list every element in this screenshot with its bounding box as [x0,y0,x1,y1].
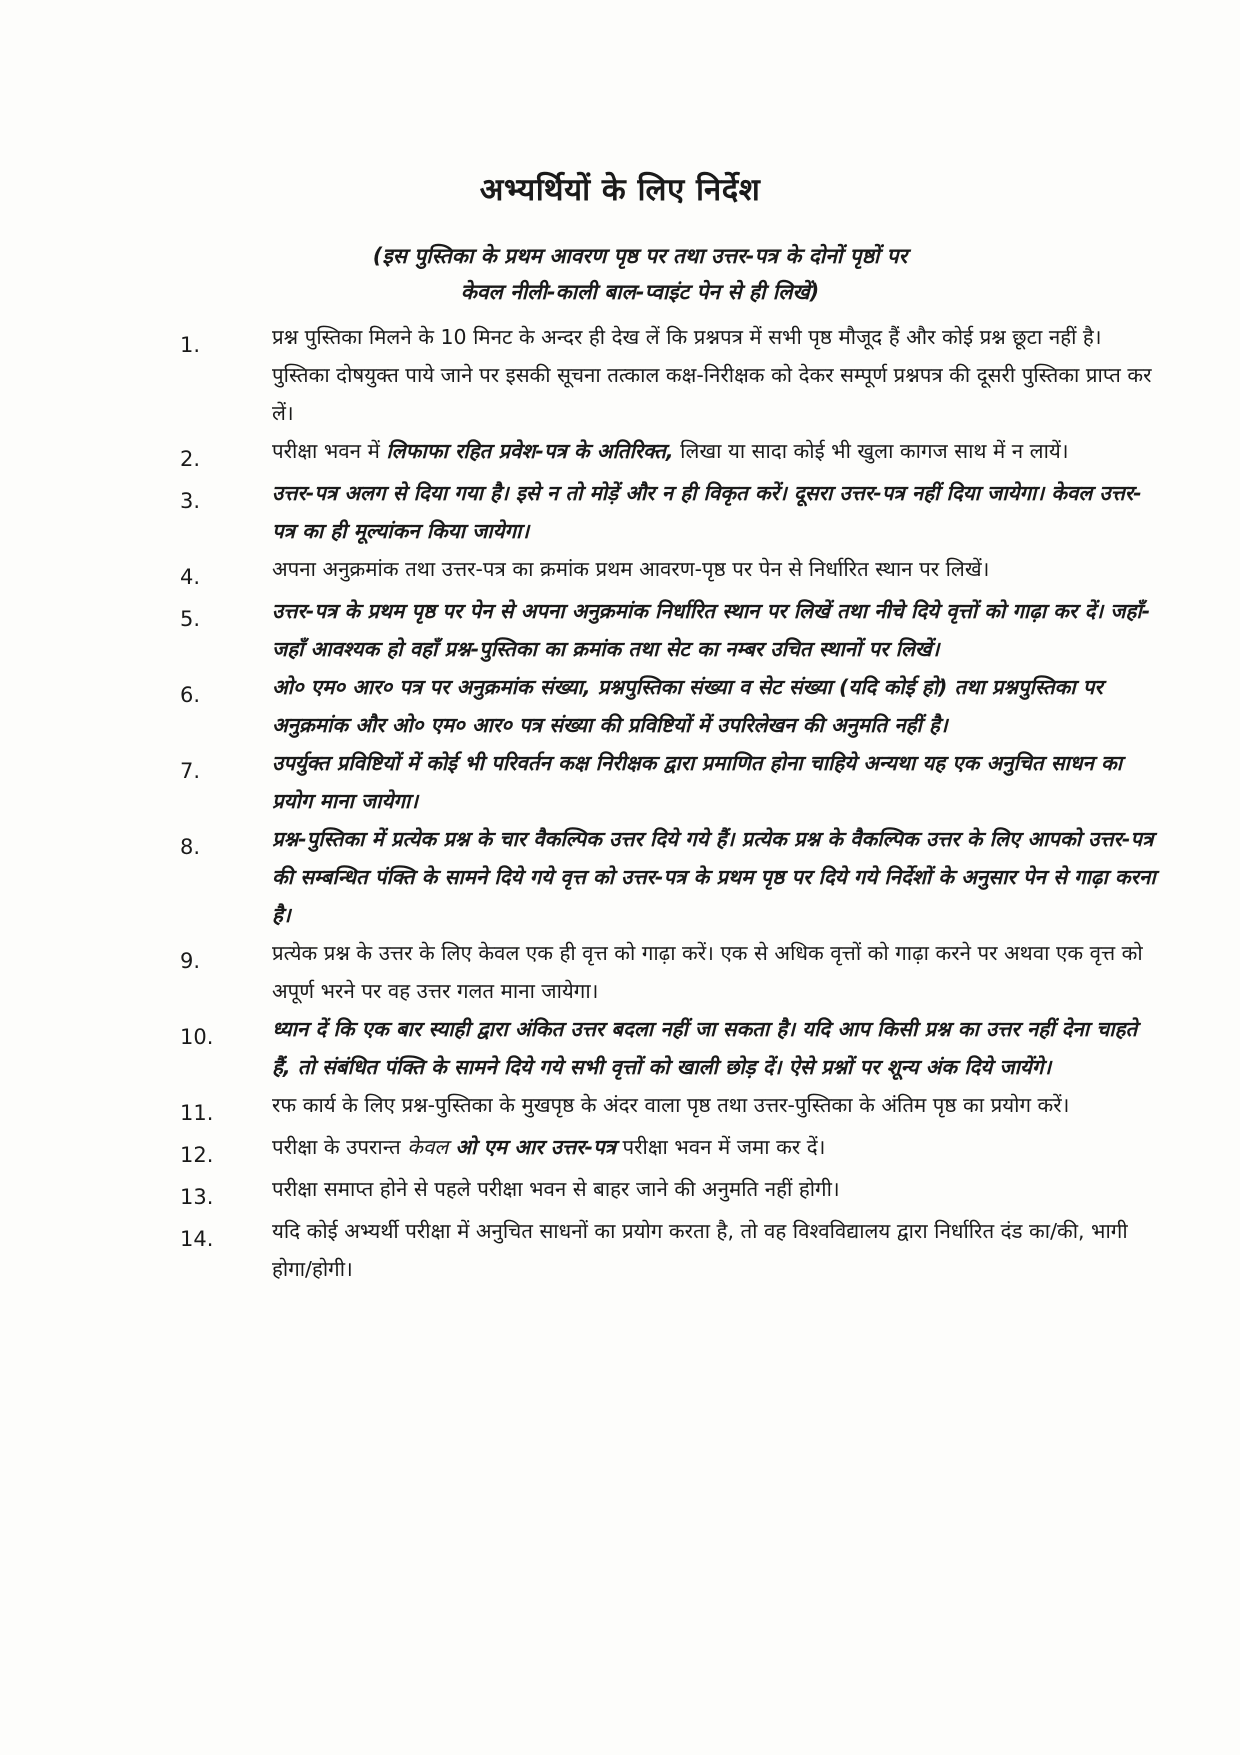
item-number: 8. [180,835,201,859]
item-text [272,432,1160,470]
item-number: 2. [180,447,201,471]
item-text-emphasis: ओ एम आर उत्तर-पत्र [448,1135,616,1159]
item-number: 14. [180,1227,214,1251]
instruction-item-11 [180,1086,1160,1128]
instruction-item-14 [180,1212,1160,1288]
instruction-item-10 [180,1010,1160,1086]
instruction-item-3 [180,474,1160,550]
item-number: 10. [180,1025,214,1049]
subtitle-line-1: (इस पुस्तिका के प्रथम आवरण पृष्ठ पर तथा उत्तर-पत्र के दोनों पृष्ठों पर [372,244,908,268]
item-text: ओ० एम० आर० पत्र पर अनुक्रमांक संख्या, प्रश्नपुस्तिका संख्या व सेट संख्या (यदि कोई हो) तथा प्रश्नपुस्तिका पर अनुक्रमांक और ओ० एम० आर० पत्र संख्या की प्रविष्टियों में उपरिलेखन की अनुमति नहीं है। [272,675,1103,737]
item-number: 5. [180,607,201,631]
item-text: प्रत्येक प्रश्न के उत्तर के लिए केवल एक ही वृत्त को गाढ़ा करें। एक से अधिक वृत्तों को गाढ़ा करने पर अथवा एक वृत्त को अपूर्ण भरने पर वह उत्तर गलत माना जायेगा। [272,941,1143,1003]
item-number: 9. [180,949,201,973]
item-number: 1. [180,333,201,357]
item-text: यदि कोई अभ्यर्थी परीक्षा में अनुचित साधनों का प्रयोग करता है, तो वह विश्वविद्यालय द्वारा निर्धारित दंड का/की, भागी होगा/होगी। [272,1219,1128,1281]
page-title: अभ्यर्थियों के लिए निर्देश [479,172,761,208]
instruction-list [180,318,1160,1288]
item-number: 12. [180,1143,214,1167]
item-text: प्रश्न-पुस्तिका में प्रत्येक प्रश्न के चार वैकल्पिक उत्तर दिये गये हैं। प्रत्येक प्रश्न के वैकल्पिक उत्तर के लिए आपको उत्तर-पत्र की सम्बन्धित पंक्ति के सामने दिये गये वृत्त को उत्तर-पत्र के प्रथम पृष्ठ पर दिये गये निर्देशों के अनुसार पेन से गाढ़ा करना है। [272,827,1156,927]
item-text: परीक्षा समाप्त होने से पहले परीक्षा भवन से बाहर जाने की अनुमति नहीं होगी। [272,1177,840,1201]
instruction-item-12 [180,1128,1160,1170]
item-text: उत्तर-पत्र के प्रथम पृष्ठ पर पेन से अपना अनुक्रमांक निर्धारित स्थान पर लिखें तथा नीचे दिये वृत्तों को गाढ़ा कर दें। जहाँ-जहाँ आवश्यक हो वहाँ प्रश्न-पुस्तिका का क्रमांक तथा सेट का नम्बर उचित स्थानों पर लिखें। [272,599,1151,661]
instruction-item-2 [180,432,1160,474]
item-text: उत्तर-पत्र अलग से दिया गया है। इसे न तो मोड़ें और न ही विकृत करें। दूसरा उत्तर-पत्र नहीं दिया जायेगा। केवल उत्तर-पत्र का ही मूल्यांकन किया जायेगा। [272,481,1142,543]
item-number: 11. [180,1101,214,1125]
subtitle-line-2: केवल नीली-काली बाल-प्वाइंट पेन से ही लिखें) [460,280,820,304]
instruction-item-4 [180,550,1160,592]
item-text [272,1128,1160,1166]
instruction-item-9 [180,934,1160,1010]
instruction-item-1 [180,318,1160,432]
instruction-item-6 [180,668,1160,744]
item-text-part: परीक्षा भवन में जमा कर दें। [615,1135,826,1159]
instruction-item-5 [180,592,1160,668]
item-number: 6. [180,683,201,707]
item-text-part: परीक्षा भवन में [272,439,387,463]
item-number: 3. [180,489,201,513]
item-text: ध्यान दें कि एक बार स्याही द्वारा अंकित उत्तर बदला नहीं जा सकता है। यदि आप किसी प्रश्न का उत्तर नहीं देना चाहते हैं, तो संबंधित पंक्ति के सामने दिये गये सभी वृत्तों को खाली छोड़ दें। ऐसे प्रश्नों पर शून्य अंक दिये जायेंगे। [272,1017,1138,1079]
item-number: 7. [180,759,201,783]
item-text-emphasis: लिफाफा रहित प्रवेश-पत्र के अतिरिक्त, [386,439,674,463]
instruction-item-8 [180,820,1160,934]
item-text: उपर्युक्त प्रविष्टियों में कोई भी परिवर्तन कक्ष निरीक्षक द्वारा प्रमाणित होना चाहिये अन्यथा यह एक अनुचित साधन का प्रयोग माना जायेगा। [272,751,1123,813]
instruction-item-13 [180,1170,1160,1212]
item-text-italic: केवल [407,1135,449,1159]
item-text-part: परीक्षा के उपरान्त [272,1135,408,1159]
item-number: 13. [180,1185,214,1209]
page-subtitle [300,238,980,310]
item-number: 4. [180,565,201,589]
item-text: अपना अनुक्रमांक तथा उत्तर-पत्र का क्रमांक प्रथम आवरण-पृष्ठ पर पेन से निर्धारित स्थान पर लिखें। [272,557,990,581]
instruction-item-7 [180,744,1160,820]
item-text-part: लिखा या सादा कोई भी खुला कागज साथ में न लायें। [673,439,1069,463]
item-text: प्रश्न पुस्तिका मिलने के 10 मिनट के अन्दर ही देख लें कि प्रश्नपत्र में सभी पृष्ठ मौजूद हैं और कोई प्रश्न छूटा नहीं है। पुस्तिका दोषयुक्त पाये जाने पर इसकी सूचना तत्काल कक्ष-निरीक्षक को देकर सम्पूर्ण प्रश्नपत्र की दूसरी पुस्तिका प्राप्त कर लें। [272,325,1152,425]
item-text: रफ कार्य के लिए प्रश्न-पुस्तिका के मुखपृष्ठ के अंदर वाला पृष्ठ तथा उत्तर-पुस्तिका के अंतिम पृष्ठ का प्रयोग करें। [272,1093,1070,1117]
